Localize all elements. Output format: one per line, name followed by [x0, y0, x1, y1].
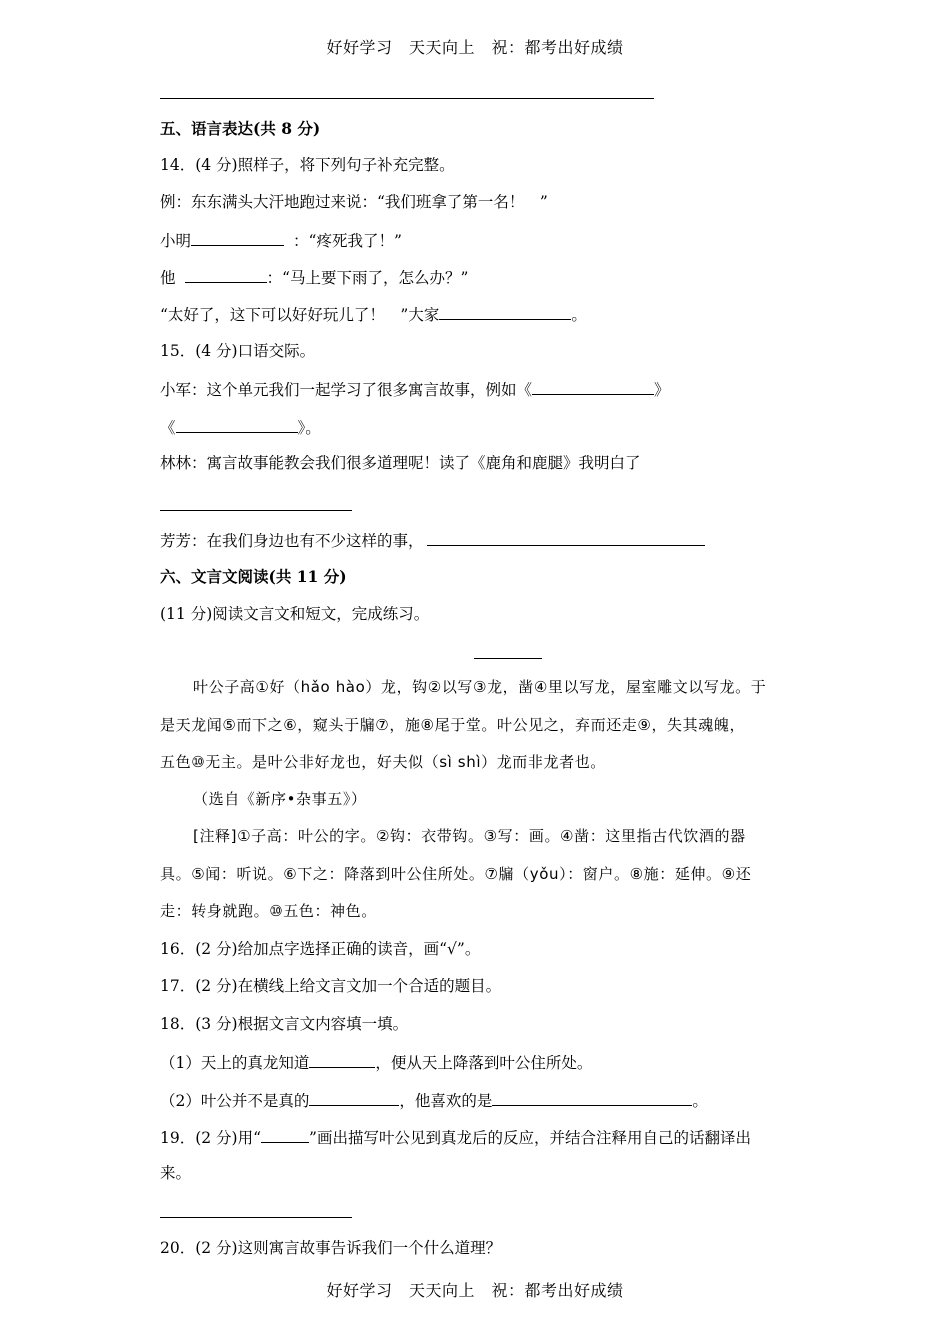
- q14-line1-prefix: 小明: [160, 232, 192, 250]
- q14-line1-suffix: ：“疼死我了！”: [293, 232, 402, 250]
- q15-line1: [160, 381, 670, 399]
- page-header: 好好学习 天天向上 祝：都考出好成绩: [326, 38, 624, 57]
- q19-answer-line[interactable]: [160, 1217, 352, 1218]
- q14-line2-suffix: ：“马上要下雨了，怎么办？”: [266, 269, 469, 287]
- passage-line: 叶公子高①好（hǎo hào）龙，钩②以写③龙，凿④里以写龙，屋室雕文以写龙。于: [193, 678, 767, 696]
- q19-line1: [160, 1129, 751, 1147]
- passage-source: （选自《新序•杂事五》）: [193, 790, 367, 808]
- q18-line1: [160, 1054, 592, 1072]
- passage-line: 是天龙闻⑤而下之⑥，窥头于牖⑦，施⑧尾于堂。叶公见之，弃而还走⑨，失其魂魄，: [160, 716, 746, 734]
- q18-line1-suffix: ，便从天上降落到叶公住所处。: [375, 1054, 593, 1072]
- q14-blank3[interactable]: [439, 306, 571, 320]
- q14-stem: 14．(4 分)照样子，将下列句子补充完整。: [160, 156, 455, 174]
- q14-line1: [160, 232, 402, 250]
- q15-line4-prefix: 芳芳：在我们身边也有不少这样的事，: [160, 532, 424, 550]
- q14-line3-suffix: 。: [571, 306, 587, 324]
- q14-line2-prefix: 他: [160, 269, 176, 287]
- q15-line2-suffix: 》。: [297, 419, 321, 437]
- q15-line1-prefix: 小军：这个单元我们一起学习了很多寓言故事，例如《: [160, 381, 533, 399]
- section-five-title: 五、语言表达(共 8 分): [160, 119, 321, 138]
- q14-blank1[interactable]: [191, 232, 284, 246]
- q19-suffix: ”画出描写叶公见到真龙后的反应，并结合注释用自己的话翻译出: [309, 1129, 751, 1147]
- q18-line2-mid: ，他喜欢的是: [399, 1092, 493, 1110]
- answer-line: [160, 98, 654, 99]
- q15-blank3[interactable]: [427, 532, 705, 546]
- q18-blank3[interactable]: [492, 1092, 692, 1106]
- passage-line: 五色⑩无主。是叶公非好龙也，好夫似（sì shì）龙而非龙者也。: [160, 753, 606, 771]
- q18-line2: [160, 1092, 708, 1110]
- q15-line2-prefix: 《: [160, 419, 176, 437]
- page-footer: 好好学习 天天向上 祝：都考出好成绩: [326, 1281, 624, 1300]
- q18-line2-prefix: （2）叶公并不是真的: [160, 1092, 310, 1110]
- q18-line2-suffix: 。: [692, 1092, 708, 1110]
- q14-line3-prefix: “太好了，这下可以好好玩儿了！ ”大家: [160, 306, 440, 324]
- q16-text: 16．(2 分)给加点字选择正确的读音，画“√”。: [160, 940, 481, 958]
- q14-line2: [160, 269, 468, 287]
- q15-blank2[interactable]: [176, 419, 298, 433]
- q19-prefix: 19．(2 分)用“: [160, 1129, 262, 1147]
- q14-blank2[interactable]: [185, 269, 267, 283]
- q15-line4: [160, 532, 705, 550]
- q15-line1-suffix: 》: [654, 381, 670, 399]
- q20-text: 20．(2 分)这则寓言故事告诉我们一个什么道理？: [160, 1239, 502, 1257]
- q14-example: 例：东东满头大汗地跑过来说：“我们班拿了第一名！ ”: [160, 193, 548, 211]
- q18-line1-prefix: （1）天上的真龙知道: [160, 1054, 310, 1072]
- q14-line3: [160, 306, 587, 324]
- q18-blank1[interactable]: [309, 1054, 375, 1068]
- note-line: [注释]①子高：叶公的字。②钩：衣带钩。③写：画。④凿：这里指古代饮酒的器: [193, 827, 746, 845]
- title-blank[interactable]: [474, 658, 542, 659]
- q17-text: 17．(2 分)在横线上给文言文加一个合适的题目。: [160, 977, 502, 995]
- note-line: 走：转身就跑。⑩五色：神色。: [160, 902, 377, 920]
- q15-line3: 林林：寓言故事能教会我们很多道理呢！读了《鹿角和鹿腿》我明白了: [160, 454, 641, 472]
- note-line: 具。⑤闻：听说。⑥下之：降落到叶公住所处。⑦牖（yǒu）：窗户。⑧施：延伸。⑨还: [160, 865, 752, 883]
- section-six-title: 六、文言文阅读(共 11 分): [160, 567, 347, 586]
- q19-underline-sample: [261, 1129, 309, 1143]
- q19-line2: 来。: [160, 1164, 192, 1182]
- q15-line2: [160, 419, 321, 437]
- reading-stem: (11 分)阅读文言文和短文，完成练习。: [160, 605, 430, 623]
- q18-blank2[interactable]: [309, 1092, 399, 1106]
- q15-blank1[interactable]: [532, 381, 654, 395]
- q15-answer-line[interactable]: [160, 510, 352, 511]
- q18-stem: 18．(3 分)根据文言文内容填一填。: [160, 1015, 409, 1033]
- q15-stem: 15．(4 分)口语交际。: [160, 342, 316, 360]
